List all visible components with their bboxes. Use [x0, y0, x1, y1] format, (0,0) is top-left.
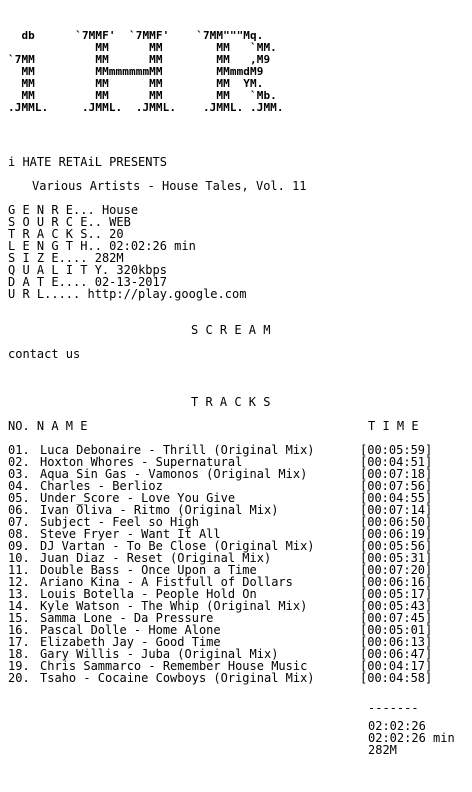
track-duration: [00:07:56] — [360, 479, 433, 493]
track-number: 14. — [8, 599, 30, 613]
info-label: L E N G T H.. — [8, 239, 102, 253]
track-duration: [00:06:16] — [360, 575, 433, 589]
contact-link[interactable]: contact us — [8, 347, 81, 361]
track-row — [8, 672, 468, 684]
track-number: 18. — [8, 647, 30, 661]
track-duration: [00:07:45] — [360, 611, 433, 625]
track-number: 03. — [8, 467, 30, 481]
ascii-art-logo: db `7MMF' `7MMF' `7MM"""Mq. MM MM MM `MM. `7MM MM MM MM ,M9 MM MMmmmmmmMM MMmmdM9 MM MM MM MM YM. MM MM MM MM `Mb. .JMML. .JMML. .JMML. .JMML. .JMM. — [8, 29, 284, 114]
track-title: Subject - Feel so High — [40, 515, 199, 529]
track-duration: [00:07:18] — [360, 467, 433, 481]
track-number: 12. — [8, 575, 30, 589]
track-number: 19. — [8, 659, 30, 673]
track-title: Tsaho - Cocaine Cowboys (Original Mix) — [40, 671, 315, 685]
info-value: 02:02:26 min — [109, 239, 196, 253]
track-number: 04. — [8, 479, 30, 493]
info-label: D A T E.... — [8, 275, 88, 289]
release-info — [8, 204, 246, 300]
info-value: House — [101, 203, 139, 217]
track-duration: [00:06:50] — [360, 515, 433, 529]
info-label: S I Z E.... — [8, 251, 88, 265]
track-title: Kyle Watson - The Whip (Original Mix) — [40, 599, 308, 613]
track-title: Elizabeth Jay - Good Time — [40, 635, 221, 649]
track-title: Ivan Oliva - Ritmo (Original Mix) — [40, 503, 279, 517]
footer-divider: ------- — [368, 701, 419, 715]
track-duration: [00:06:13] — [360, 635, 433, 649]
track-number: 13. — [8, 587, 30, 601]
info-label: Q U A L I T Y. — [8, 263, 110, 277]
track-list — [8, 444, 468, 684]
track-title: Chris Sammarco - Remember House Music — [40, 659, 308, 673]
track-number: 20. — [8, 671, 30, 685]
info-url — [8, 288, 246, 300]
track-duration: [00:06:19] — [360, 527, 433, 541]
footer-length: 02:02:26 min — [368, 731, 455, 745]
scream-heading: S C R E A M — [191, 323, 271, 337]
release-title: Various Artists - House Tales, Vol. 11 — [32, 179, 307, 193]
track-duration: [00:05:59] — [360, 443, 433, 457]
info-label: G E N R E... — [8, 203, 95, 217]
track-number: 17. — [8, 635, 30, 649]
track-number: 16. — [8, 623, 30, 637]
track-title: Ariano Kina - A Fistfull of Dollars — [40, 575, 293, 589]
track-duration: [00:05:31] — [360, 551, 433, 565]
track-duration: [00:06:47] — [360, 647, 433, 661]
track-number: 10. — [8, 551, 30, 565]
track-duration: [00:04:58] — [360, 671, 433, 685]
column-header-no-name: NO. N A M E — [8, 419, 88, 433]
track-title: Charles - Berlioz — [40, 479, 163, 493]
track-title: Pascal Dolle - Home Alone — [40, 623, 221, 637]
info-url-link[interactable]: http://play.google.com — [87, 287, 247, 301]
info-value: 02-13-2017 — [94, 275, 167, 289]
track-duration: [00:05:56] — [360, 539, 433, 553]
track-title: Juan Diaz - Reset (Original Mix) — [40, 551, 272, 565]
track-title: Samma Lone - Da Pressure — [40, 611, 214, 625]
info-label: U R L..... — [8, 287, 81, 301]
track-duration: [00:07:14] — [360, 503, 433, 517]
track-number: 15. — [8, 611, 30, 625]
track-title: Hoxton Whores - Supernatural — [40, 455, 243, 469]
track-number: 02. — [8, 455, 30, 469]
info-value: 282M — [94, 251, 124, 265]
track-duration: [00:04:55] — [360, 491, 433, 505]
track-duration: [00:05:43] — [360, 599, 433, 613]
track-duration: [00:04:51] — [360, 455, 433, 469]
tracks-heading: T R A C K S — [191, 395, 271, 409]
info-label: S O U R C E.. — [8, 215, 102, 229]
track-title: DJ Vartan - To Be Close (Original Mix) — [40, 539, 315, 553]
track-number: 08. — [8, 527, 30, 541]
track-duration: [00:07:20] — [360, 563, 433, 577]
info-value: 320kbps — [116, 263, 167, 277]
track-duration: [00:05:01] — [360, 623, 433, 637]
track-title: Double Bass - Once Upon a Time — [40, 563, 257, 577]
track-title: Under_Score - Love You Give — [40, 491, 236, 505]
info-value: WEB — [109, 215, 131, 229]
track-duration: [00:04:17] — [360, 659, 433, 673]
track-title: Luca Debonaire - Thrill (Original Mix) — [40, 443, 315, 457]
footer-size: 282M — [368, 743, 397, 757]
track-number: 01. — [8, 443, 30, 457]
track-duration: [00:05:17] — [360, 587, 433, 601]
track-title: Aqua Sin Gas - Vamonos (Original Mix) — [40, 467, 308, 481]
info-label: T R A C K S.. — [8, 227, 102, 241]
track-title: Steve Fryer - Want It All — [40, 527, 221, 541]
footer-total-time: 02:02:26 — [368, 719, 426, 733]
track-number: 11. — [8, 563, 30, 577]
presents-line: i HATE RETAiL PRESENTS — [8, 155, 167, 169]
info-value: 20 — [109, 227, 124, 241]
track-number: 09. — [8, 539, 30, 553]
track-number: 05. — [8, 491, 30, 505]
track-number: 07. — [8, 515, 30, 529]
track-title: Gary Willis - Juba (Original Mix) — [40, 647, 279, 661]
track-title: Louis Botella - People Hold On — [40, 587, 257, 601]
track-number: 06. — [8, 503, 30, 517]
column-header-time: T I M E — [368, 419, 419, 433]
